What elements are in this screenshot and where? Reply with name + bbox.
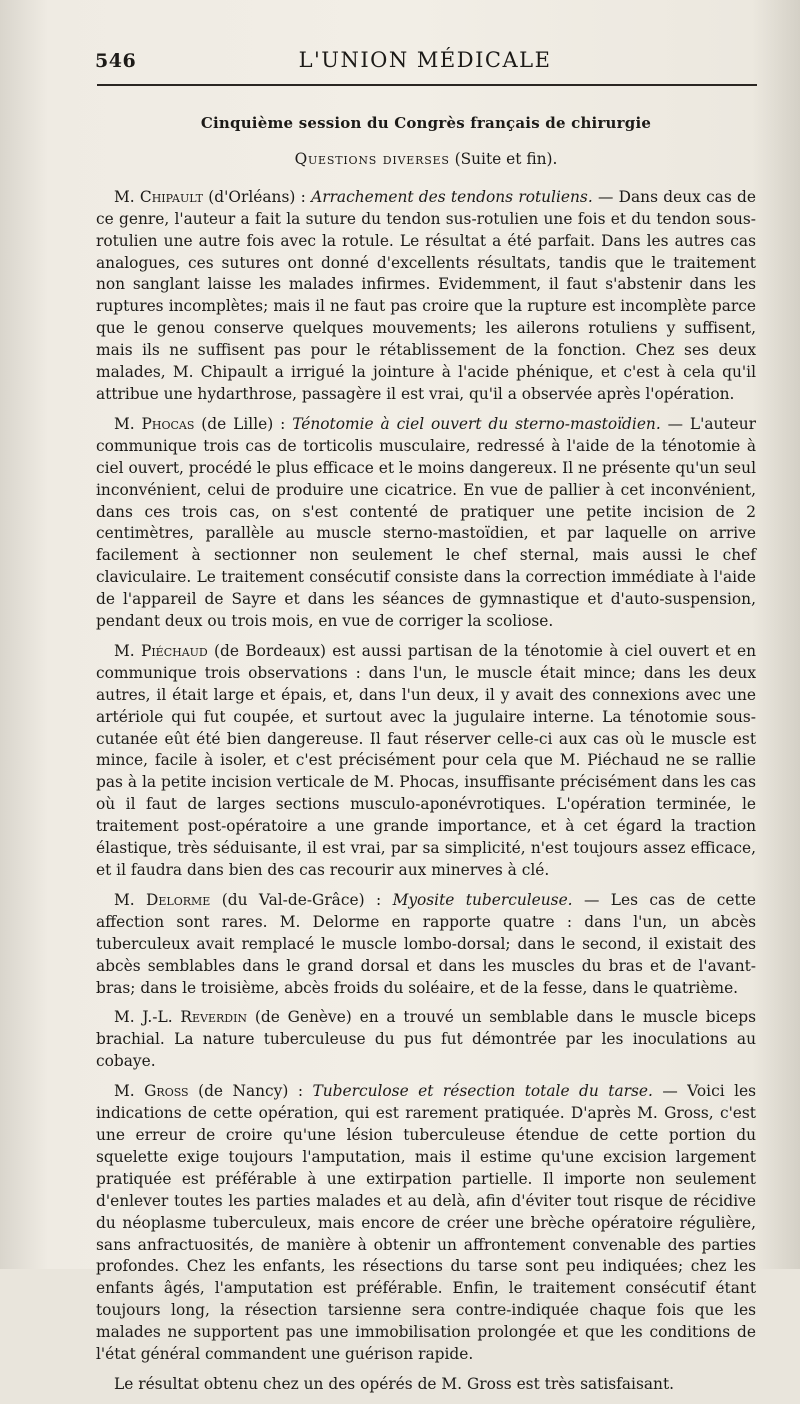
page-number: 546 — [95, 50, 137, 72]
author-name: Chipault — [139, 187, 203, 206]
paragraph-reverdin — [96, 1007, 756, 1073]
article-body — [96, 113, 756, 1404]
author-affiliation: (du Val-de-Grâce) : — [210, 890, 393, 909]
author-prefix: M. — [114, 1082, 145, 1101]
paragraph-piechaud — [96, 641, 756, 882]
author-name: Gross — [144, 1082, 189, 1101]
paragraph-text: en a trouvé un semblable dans le muscle biceps brachial. La nature tuberculeuse du pus fut démontrée par les inoculations au cobaye. — [96, 1008, 756, 1071]
author-name: Delorme — [146, 890, 211, 909]
journal-title: L'UNION MÉDICALE — [298, 48, 552, 72]
paragraph-text: est aussi partisan de la ténotomie à ciel ouvert et en communique trois observations : dans l'un, le muscle était mince; dans les deux autres, il était large et épais, et, dans l'un deux, il y avait des connexions avec une artériole qui fut coupée, et surtout avec la jugulaire interne. La ténotomie sous-cutanée eût été bien dangereuse. Il faut réserver celle-ci aux cas où le muscle est mince, facile à isoler, et c'est précisément pour cela que M. Piéchaud ne se rallie pas à la petite incision verticale de M. Phocas, insuffisante précisément dans les cas où il faut de larges sections musculo-aponévrotiques. L'opération terminée, le traitement post-opératoire a une grande importance, et à cet égard la traction élastique, très séduisante, il est vrai, par sa simplicité, n'est toujours assez efficace, et il faudra dans bien des cas recourir aux minerves à clé. — [96, 641, 757, 879]
paragraph-chipault — [96, 187, 756, 406]
paragraph-phocas — [96, 414, 756, 633]
author-affiliation: (de Lille) : — [194, 414, 293, 433]
paragraph-text: — Voici les indications de cette opération, qui est rarement pratiquée. D'après M. Gross, c'est une erreur de croire qu'une lésion tuberculeuse étendue de cette portion du squelette exige toujours l'amputation, mais il estime qu'une excision largement pratiquée est préférable à une extirpation partielle. Il importe non seulement d'enlever toutes les parties malades et au delà, afin d'éviter tout risque de récidive du néoplasme tuberculeux, mais encore de créer une brèche opératoire régulière, sans anfractuosités, de manière à obtenir un affrontement convenable des parties profondes. Chez les enfants, les résections du tarse sont peu indiquées; chez les enfants âgés, l'amputation est préférable. Enfin, le traitement consécutif étant toujours long, la résection tarsienne sera contre-indiquée chaque fois que les malades ne supportent pas une immobilisation prolongée et que les conditions de l'état général commandent une guérison rapide. — [96, 1082, 757, 1364]
header-rule — [97, 84, 757, 86]
author-prefix: M. — [114, 890, 147, 909]
author-name: Reverdin — [180, 1008, 248, 1027]
page-header — [95, 48, 755, 78]
paragraph-topic: Ténotomie à ciel ouvert du sterno-mastoïdien. — [292, 414, 661, 433]
paragraph-result — [96, 1374, 756, 1396]
author-prefix: M. — [114, 187, 140, 206]
paragraph-text: — L'auteur communique trois cas de torticolis musculaire, redressé à l'aide de la ténotomie à ciel ouvert, procédé le plus efficace et le moins dangereux. Il ne présente qu'un seul inconvénient, celui de produire une cicatrice. En vue de pallier à cet inconvénient, dans ces trois cas, on s'est contenté de pratiquer une petite incision de 2 centimètres, parallèle au muscle sterno-mastoïdien, et par laquelle on arrive facilement à sectionner non seulement le chef sternal, mais aussi le chef claviculaire. Le traitement consécutif consiste dans la correction immédiate à l'aide de l'appareil de Sayre et dans les séances de gymnastique et d'auto-suspension, pendant deux ou trois mois, en vue de corriger la scoliose. — [96, 414, 756, 631]
author-affiliation: (de Nancy) : — [188, 1082, 313, 1101]
paragraph-topic: Arrachement des tendons rotuliens. — [311, 187, 593, 206]
author-prefix: M. J.-L. — [114, 1008, 181, 1027]
subtitle-small-caps: Questions diverses — [294, 149, 450, 168]
paragraph-text: — Dans deux cas de ce genre, l'auteur a fait la suture du tendon sus-rotulien une fois et du tendon sous-rotulien une autre fois avec la rotule. Le résultat a été parfait. Dans les autres cas analogues, ces sutures ont donné d'excellents résultats, tandis que le traitement non sanglant laisse les malades infirmes. Evidemment, il faut s'abstenir dans les ruptures incomplètes; mais il ne faut pas croire que la rupture est incomplète parce que le genou conserve quelques mouvements; les ailerons rotuliens y suffisent, mais ils ne suffisent pas pour le rétablissement de la fonction. Chez ses deux malades, M. Chipault a irrigué la jointure à l'acide phénique, et c'est à cela qu'il attribue une hydarthrose, passagère il est vrai, qu'il a observée après l'opération. — [96, 187, 756, 403]
paragraph-delorme — [96, 890, 756, 1000]
author-affiliation: (d'Orléans) : — [203, 187, 312, 206]
paragraph-text: — Les cas de cette affection sont rares. M. Delorme en rapporte quatre : dans l'un, un abcès tuberculeux avait remplacé le muscle lombo-dorsal; dans le second, il existait des abcès semblables dans le grand dorsal et dans les muscles du bras et de l'avant-bras; dans le troisième, abcès froids du soléaire, et de la fesse, dans le quatrième. — [96, 890, 756, 997]
paragraph-topic: Tuberculose et résection totale du tarse. — [312, 1082, 653, 1101]
paragraph-text: Le résultat obtenu chez un des opérés de M. Gross est très satisfaisant. — [114, 1374, 675, 1393]
section-title: Cinquième session du Congrès français de chirurgie — [200, 114, 652, 132]
section-subtitle — [96, 149, 756, 171]
author-prefix: M. — [114, 414, 142, 433]
paragraph-gross — [96, 1081, 756, 1366]
author-name: Piéchaud — [140, 641, 208, 660]
author-affiliation: (de Genève) — [247, 1008, 360, 1027]
author-name: Phocas — [141, 414, 195, 433]
author-prefix: M. — [114, 641, 141, 660]
author-affiliation: (de Bordeaux) — [207, 641, 333, 660]
paragraph-topic: Myosite tuberculeuse. — [392, 890, 573, 909]
subtitle-rest: (Suite et fin). — [449, 149, 558, 168]
